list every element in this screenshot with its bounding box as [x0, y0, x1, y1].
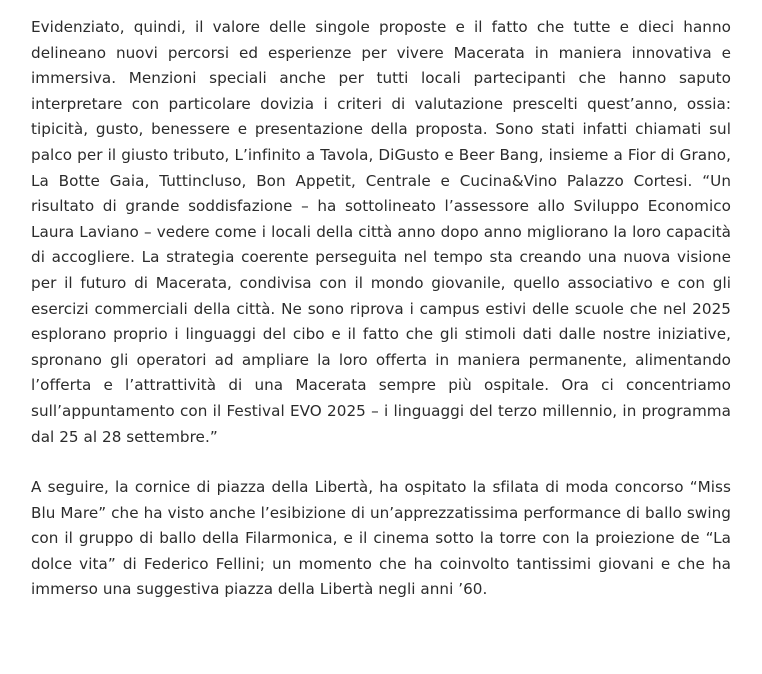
- paragraph-piazza-liberta: A seguire, la cornice di piazza della Libertà, ha ospitato la sfilata di moda concorso “Miss Blu Mare” che ha visto anche l’esibizione di un’apprezzatissima performance di ballo swing con il gruppo di ballo della Filarmonica, e il cinema sotto la torre con la proiezione de “La dolce vita” di Federico Fellini; un momento che ha coinvolto tantissimi giovani e che ha immerso una suggestiva piazza della Libertà negli anni ’60.: [31, 478, 731, 599]
- article-body: [31, 15, 731, 603]
- paragraph-awards: Evidenziato, quindi, il valore delle singole proposte e il fatto che tutte e dieci hanno delineano nuovi percorsi ed esperienze per vivere Macerata in maniera innovativa e immersiva. Menzioni speciali anche per tutti locali partecipanti che hanno saputo interpretare con particolare dovizia i criteri di valutazione prescelti quest’anno, ossia: tipicità, gusto, benessere e presentazione della proposta. Sono stati infatti chiamati sul palco per il giusto tributo, L’infinito a Tavola, DiGusto e Beer Bang, insieme a Fior di Grano, La Botte Gaia, Tuttincluso, Bon Appetit, Centrale e Cucina&Vino Palazzo Cortesi. “Un risultato di grande soddisfazione – ha sottolineato l’assessore allo Sviluppo Economico Laura Laviano – vedere come i locali della città anno dopo anno migliorano la loro capacità di accogliere. La strategia coerente perseguita nel tempo sta creando una nuova visione per il futuro di Macerata, condivisa con il mondo giovanile, quello associativo e con gli esercizi commerciali della città. Ne sono riprova i campus estivi delle scuole che nel 2025 esplorano proprio i linguaggi del cibo e il fatto che gli stimoli dati dalle nostre iniziative, spronano gli operatori ad ampliare la loro offerta in maniera permanente, alimentando l’offerta e l’attrattività di una Macerata sempre più ospitale. Ora ci concentriamo sull’appuntamento con il Festival EVO 2025 – i linguaggi del terzo millennio, in programma dal 25 al 28 settembre.”: [31, 18, 731, 446]
